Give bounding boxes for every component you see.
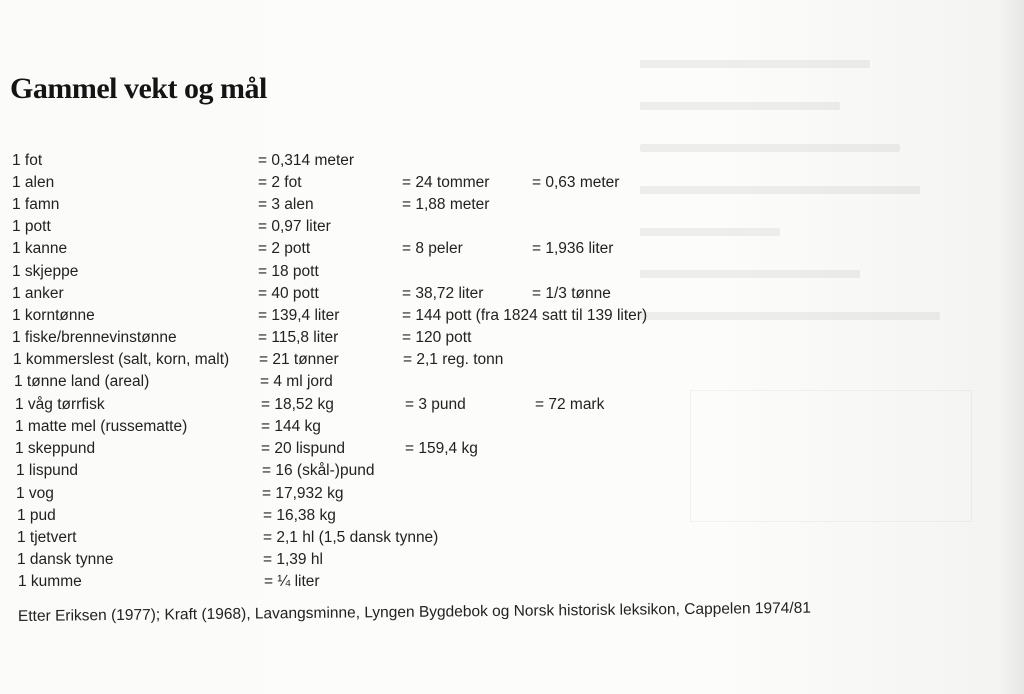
unit-name: 1 skjeppe	[12, 263, 79, 280]
table-row	[0, 150, 700, 172]
table-row	[4, 460, 704, 482]
table-row	[0, 238, 700, 260]
table-row	[0, 216, 700, 238]
table-row	[3, 438, 703, 460]
unit-equivalent: = 120 pott	[402, 329, 472, 346]
unit-equivalent: = 0,314 meter	[258, 152, 355, 169]
unit-equivalent: = 139,4 liter	[258, 307, 340, 324]
unit-name: 1 tjetvert	[17, 529, 77, 546]
unit-name: 1 pott	[12, 218, 51, 235]
unit-name: 1 tønne land (areal)	[14, 373, 150, 390]
unit-name: 1 kumme	[18, 573, 82, 590]
unit-equivalent: = 2 pott	[258, 240, 311, 257]
table-row	[5, 549, 705, 571]
unit-equivalent: = 38,72 liter	[402, 285, 484, 302]
table-row	[2, 371, 702, 393]
unit-equivalent: = 115,8 liter	[258, 329, 339, 346]
unit-equivalent: = 21 tønner	[259, 351, 339, 368]
table-row	[6, 571, 706, 593]
unit-name: 1 kanne	[12, 240, 68, 257]
unit-equivalent: = 159,4 kg	[405, 440, 478, 457]
unit-name: 1 alen	[12, 174, 55, 191]
unit-equivalent: = 18,52 kg	[261, 396, 334, 413]
unit-name: 1 fot	[12, 152, 43, 169]
unit-equivalent: = 17,932 kg	[262, 485, 344, 502]
unit-name: 1 skeppund	[15, 440, 96, 457]
table-row	[0, 305, 700, 327]
unit-name: 1 vog	[16, 485, 54, 502]
unit-name: 1 anker	[12, 285, 64, 302]
unit-equivalent: = 72 mark	[535, 396, 605, 413]
unit-equivalent: = 144 kg	[261, 418, 321, 435]
unit-name: 1 våg tørrfisk	[15, 396, 105, 413]
table-row	[0, 194, 700, 216]
unit-equivalent: = 2,1 hl (1,5 dansk tynne)	[263, 529, 439, 546]
page-edge-shadow	[998, 0, 1024, 694]
unit-equivalent: = 24 tommer	[402, 174, 490, 191]
unit-name: 1 lispund	[16, 462, 79, 479]
table-row	[5, 527, 705, 549]
table-row	[3, 416, 703, 438]
unit-equivalent: = 0,63 meter	[532, 174, 620, 191]
table-row	[0, 327, 700, 349]
unit-equivalent: = 18 pott	[258, 263, 319, 280]
table-row	[0, 283, 700, 305]
source-citation: Etter Eriksen (1977); Kraft (1968), Lavangsminne, Lyngen Bygdebok og Norsk historisk leksikon, Cappelen 1974/81	[17, 599, 811, 625]
unit-equivalent: = 16,38 kg	[263, 507, 336, 524]
table-row	[3, 394, 703, 416]
unit-equivalent: = 1,936 liter	[532, 240, 614, 257]
unit-equivalent: = 2,1 reg. tonn	[403, 351, 504, 368]
unit-equivalent: = 4 ml jord	[260, 373, 333, 390]
unit-equivalent: = 1,88 meter	[402, 196, 490, 213]
unit-name: 1 matte mel (russematte)	[15, 418, 188, 435]
unit-equivalent: = 1/3 tønne	[532, 285, 611, 302]
table-row	[0, 172, 700, 194]
unit-equivalent: = 3 alen	[258, 196, 314, 213]
table-row	[0, 261, 700, 283]
page-title: Gammel vekt og mål	[10, 72, 267, 105]
unit-equivalent: = 144 pott (fra 1824 satt til 139 liter)	[402, 307, 648, 324]
table-row	[1, 349, 701, 371]
unit-equivalent: = 2 fot	[258, 174, 302, 191]
unit-equivalent: = 20 lispund	[261, 440, 346, 457]
unit-equivalent: = 40 pott	[258, 285, 319, 302]
unit-equivalent: = 3 pund	[405, 396, 466, 413]
unit-equivalent: = 1,39 hl	[263, 551, 323, 568]
unit-name: 1 fiske/brennevinstønne	[12, 329, 177, 346]
unit-equivalent: = 8 peler	[402, 240, 463, 257]
unit-equivalent: = 0,97 liter	[258, 218, 331, 235]
table-row	[4, 483, 704, 505]
unit-name: 1 korntønne	[12, 307, 95, 324]
table-row	[5, 505, 705, 527]
unit-name: 1 famn	[12, 196, 60, 213]
unit-equivalent: = ¼ liter	[264, 573, 320, 590]
unit-name: 1 kommerslest (salt, korn, malt)	[13, 351, 230, 368]
unit-equivalent: = 16 (skål-)pund	[262, 462, 375, 479]
unit-name: 1 dansk tynne	[17, 551, 114, 568]
unit-name: 1 pud	[17, 507, 56, 524]
